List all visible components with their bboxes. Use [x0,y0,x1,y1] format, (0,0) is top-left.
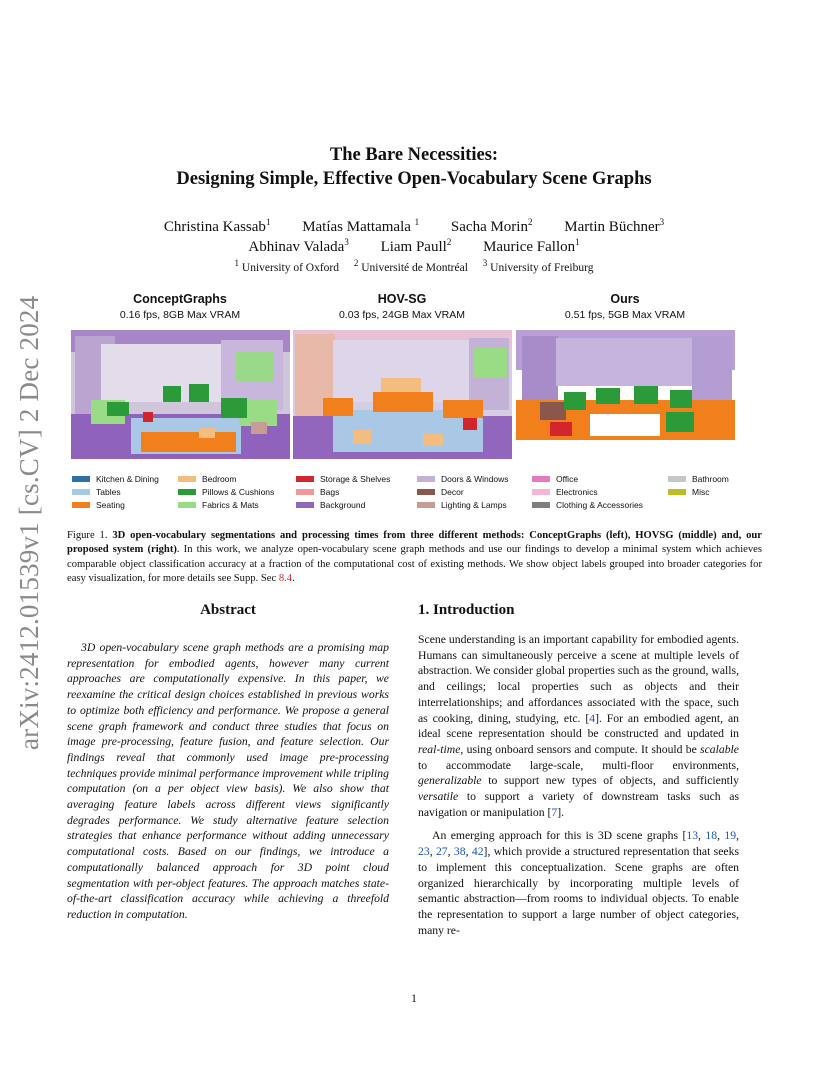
legend-swatch [72,476,90,482]
paper-title [60,143,768,191]
author-name: Matías Mattamala [302,219,415,235]
panel-method-name: HOV-SG [377,292,427,306]
text-run: ]. [557,805,565,819]
intro-paragraph-1 [418,632,739,820]
legend-swatch [296,476,314,482]
introduction-column [418,600,739,938]
caption-text: . In this work, we analyze open-vocabulary scene graph methods and use our findings to develop a minimal system which achieves comparable object classification accuracy at a fraction of the computational cost of existing methods. We show object labels grouped into broader categories for easy visualization, for more details see Supp. Sec [67,544,762,584]
author [451,219,533,236]
legend-column [417,473,509,512]
emphasis: generalizable [418,774,482,788]
author-name: Liam Paull [380,239,447,255]
legend-swatch [417,489,435,495]
affiliations [60,258,768,274]
legend-swatch [532,489,550,495]
introduction-heading: 1. Introduction [418,602,515,618]
citation-link[interactable]: 27 [435,845,448,859]
legend-swatch [417,502,435,508]
affiliation-number: 3 [482,258,488,269]
caption-label: Figure 1. [67,530,113,541]
citation-link[interactable]: 42 [471,845,484,859]
panel-method-stat: 0.16 fps, 8GB Max VRAM [119,309,241,321]
legend-label: Kitchen & Dining [96,474,159,484]
legend-label: Bags [320,487,340,497]
legend-label: Office [556,474,579,484]
page-number: 1 [411,991,417,1005]
author [564,219,664,236]
author [381,239,452,256]
emphasis: scalable [700,742,739,756]
author-affiliation-mark: 3 [659,217,665,227]
affiliation [234,258,339,274]
affiliation-name: Université de Montréal [361,262,468,274]
author-affiliation-mark: 2 [446,237,452,247]
text-run: to support new types of objects, and sufficiently [481,774,739,788]
legend-swatch [72,489,90,495]
caption-section-link[interactable]: 8.4 [278,572,293,584]
affiliation-number: 1 [234,258,240,269]
legend-label: Doors & Windows [441,474,509,484]
intro-paragraph-2: An emerging approach for this is 3D scene graphs [13, 18, 19, 23, 27, 38, 42], which provide a structured representation that seeks to implement this conceptualization. Scene graphs are often organized hierarchically by incorporating multiple levels of semantic abstraction—from rooms to individual objects. To enable the representation to support a large number of object categories, many re- [418,829,740,937]
author-affiliation-mark: 3 [344,237,349,247]
figure-caption [67,529,762,586]
abstract-heading: Abstract [200,602,256,618]
abstract-column [67,600,389,923]
legend-label: Lighting & Lamps [441,500,507,510]
legend-swatch [178,489,196,495]
panel-header-ours [514,291,736,323]
legend-swatch [417,476,435,482]
legend-swatch [72,502,90,508]
legend-item [417,473,509,486]
legend-swatch [296,502,314,508]
legend-swatch [668,489,686,495]
emphasis: real-time [418,742,461,756]
author-affiliation-mark: 1 [575,237,580,247]
author-name: Christina Kassab [163,219,266,235]
author-affiliation-mark: 2 [527,217,533,227]
legend-item [532,473,643,486]
affiliation-name: University of Oxford [241,262,339,274]
legend-item [532,486,643,499]
legend-label: Decor [441,487,464,497]
title-line-2: Designing Simple, Effective Open-Vocabulary Scene Graphs [176,169,652,189]
author [248,239,348,256]
citation-link[interactable]: 23 [418,845,430,859]
text-run: to support a variety of downstream tasks such as navigation or manipulation [ [418,790,739,819]
legend-swatch [532,476,550,482]
panel-method-name: ConceptGraphs [133,292,227,306]
legend-item [668,486,729,499]
text-run: ], which provide a structured representation that seeks to implement this conceptualization. Scene graphs are often organized hierarchically by incorporating multiple levels of semantic abstraction—from rooms to individual objects. To enable the representation to support a large number of object categories, many re- [418,845,739,937]
author-affiliation-mark: 1 [414,217,420,227]
legend-item [72,486,159,499]
legend-item [296,499,390,512]
citation-link[interactable]: 13 [686,829,699,843]
author [164,219,271,236]
affiliation [482,258,594,274]
scene-render-conceptgraphs [71,330,290,459]
panel-method-stat: 0.03 fps, 24GB Max VRAM [338,309,466,321]
legend-item [668,473,729,486]
author-name: Sacha Morin [450,219,528,235]
legend-swatch [296,489,314,495]
text-run: Scene understanding is an important capability for embodied agents. Humans can simultaneously perceive a scene at multiple levels of abstraction. We consider global properties such as the ground, walls, and ceilings; local properties such as objects and their interrelationships; and affordances associated with the space, such as cooking, dining, studying, etc. [ [418,633,739,725]
legend-item [72,473,159,486]
author [483,239,580,256]
text-run: , using onboard sensors and compute. It should be [460,742,701,756]
legend-label: Pillows & Cushions [202,487,275,497]
scene-render-hovsg [293,330,512,459]
legend-item [178,486,274,499]
panel-method-name: Ours [610,292,640,306]
scene-render-ours [516,330,735,459]
author [302,219,419,236]
author-name: Martin Büchner [564,219,660,235]
legend-column [668,473,729,499]
legend-label: Bedroom [202,474,237,484]
legend-label: Misc [692,487,710,497]
legend-item [178,499,274,512]
title-line-1: The Bare Necessities: [329,145,499,165]
panel-header-hovsg [291,291,513,323]
legend-swatch [668,476,686,482]
citation-link[interactable]: 4 [589,711,596,725]
affiliation-name: University of Freiburg [490,262,594,274]
legend-swatch [178,476,196,482]
affiliation [353,258,468,274]
text-run: to accommodate large-scale, multi-floor environments, [418,758,739,772]
panel-header-conceptgraphs [69,291,291,323]
legend-item [417,486,509,499]
legend-item [72,499,159,512]
legend-label: Clothing & Accessories [556,500,643,510]
legend-column [72,473,159,512]
author-affiliation-mark: 1 [265,217,271,227]
text-run: ]. For an embodied agent, an ideal scene representation should be constructed and updated in [418,711,739,741]
author-name: Abhinav Valada [248,239,345,255]
author-row-2 [60,239,768,256]
legend-column [178,473,274,512]
emphasis: versatile [418,790,459,804]
legend-column [532,473,643,512]
citation-link[interactable]: 7 [551,805,558,819]
legend-item [417,499,509,512]
legend-label: Tables [96,487,121,497]
legend-label: Background [320,500,366,510]
author-row-1 [60,219,768,236]
citation-link[interactable]: 19 [724,829,737,843]
legend-label: Fabrics & Mats [202,500,259,510]
legend-item [296,473,390,486]
legend-label: Electronics [556,487,598,497]
legend-label: Seating [96,500,125,510]
legend-item [296,486,390,499]
panel-method-stat: 0.51 fps, 5GB Max VRAM [564,309,686,321]
legend-item [178,473,274,486]
legend-item [532,499,643,512]
caption-end: . [292,572,295,584]
legend-swatch [532,502,550,508]
citation-link[interactable]: 18 [705,829,718,843]
arxiv-stamp: arXiv:2412.01539v1 [cs.CV] 2 Dec 2024 [14,295,44,750]
legend-column [296,473,390,512]
text-run: An emerging approach for this is 3D scene graphs [ [432,829,687,843]
legend-label: Bathroom [692,474,729,484]
legend-label: Storage & Shelves [320,474,391,484]
legend-swatch [178,502,196,508]
author-name: Maurice Fallon [483,239,576,255]
abstract-body: 3D open-vocabulary scene graph methods are a promising map representation for embodied agents, however many current approaches are computationally expensive. In this paper, we reexamine the critical design choices established in previous works to optimize both efficiency and performance. We propose a general scene graph framework and conduct three studies that focus on image pre-processing, feature fusion, and feature selection. Our findings reveal that commonly used image pre-processing techniques provide minimal performance improvement while tripling computation (on a per object view basis). We also show that averaging feature labels across different views significantly degrades performance. We study alternative feature selection strategies that enhance performance without adding unnecessary computational costs. Based on our findings, we introduce a computationally balanced approach for 3D point cloud segmentation with per-object features. The approach matches state-of-the-art classification accuracy while achieving a threefold reduction in computation. [67,641,389,921]
caption-bold: 3D open-vocabulary segmentations and processing times from three different methods: ConceptGraphs (left), HOVSG (middle) and, our proposed system (right) [67,530,763,556]
affiliation-number: 2 [353,258,359,269]
citation-link[interactable]: 38 [453,845,466,859]
